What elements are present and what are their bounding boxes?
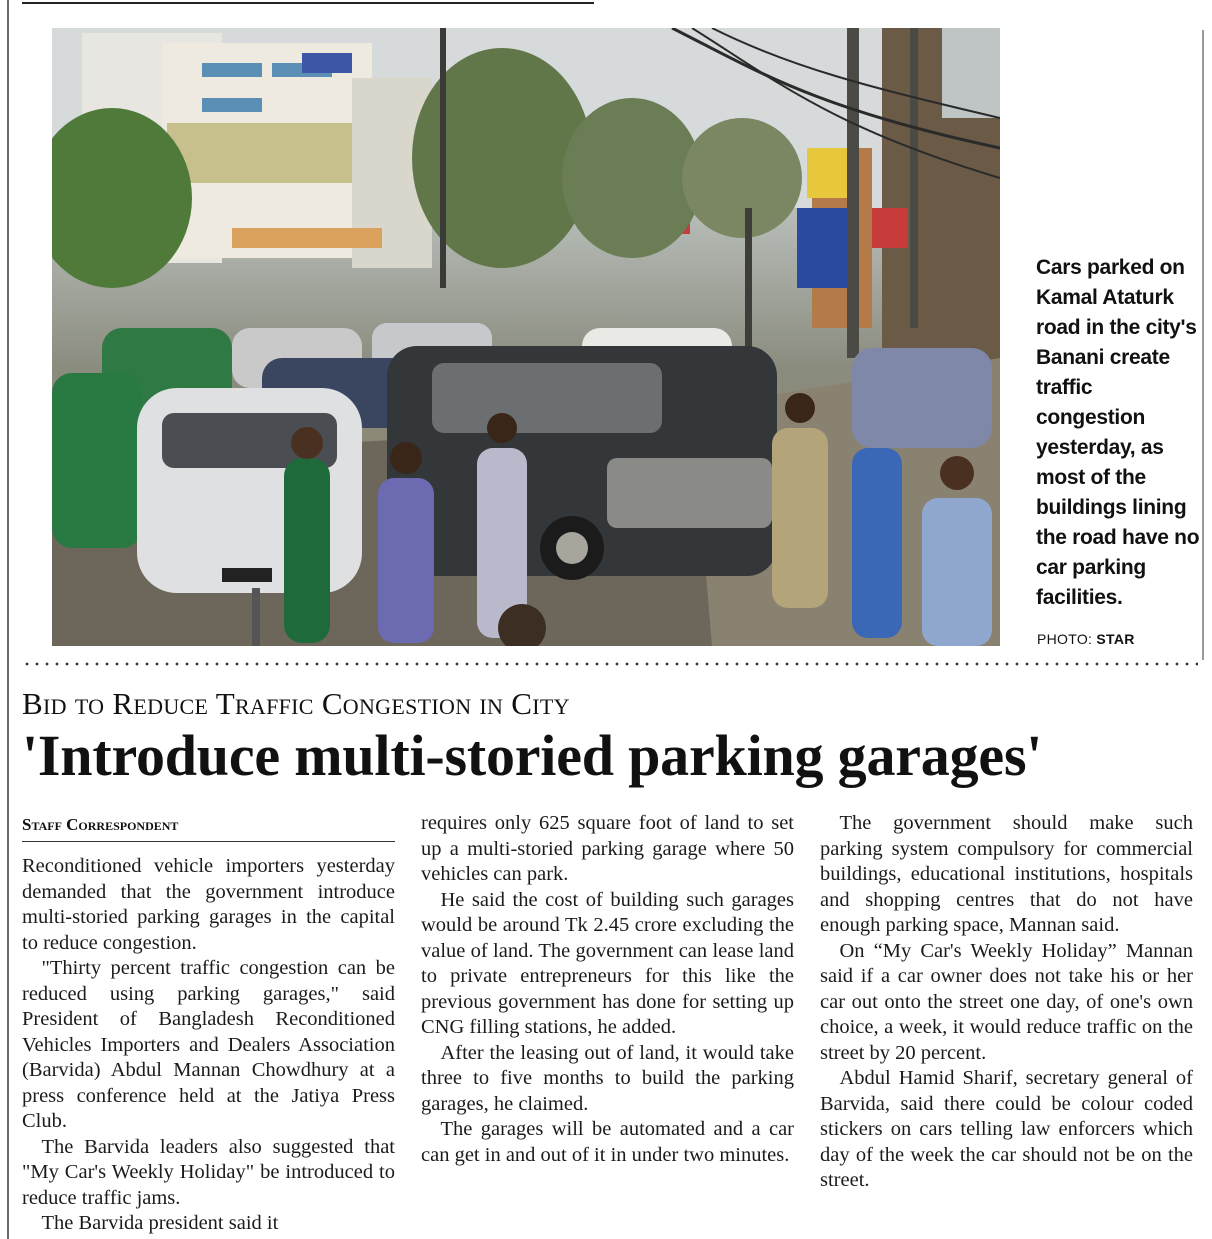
top-rule <box>22 2 594 4</box>
article-headline: 'Introduce multi-storied parking garages' <box>22 723 1043 788</box>
byline-rule <box>22 841 395 842</box>
paragraph: After the leasing out of land, it would take three to five months to build the parking garages, he claimed. <box>421 1041 794 1115</box>
photo-credit <box>1037 631 1135 647</box>
paragraph: He said the cost of building such garages would be around Tk 2.45 crore excluding the value of land. The government can lease land to private entrepreneurs for this like the previous government has done for setting up CNG filling stations, he added. <box>421 888 794 1038</box>
paragraph: Reconditioned vehicle importers yesterday demanded that the government introduce multi-storied parking garages in the capital to reduce congestion. <box>22 855 395 954</box>
article-column-2 <box>421 811 794 1168</box>
photo-caption: Cars parked on Kamal Ataturk road in the city's Banani create traffic congestion yesterday, as most of the buildings lining the road have no car parking facilities. <box>1036 256 1200 609</box>
left-column-rule <box>7 0 9 1239</box>
paragraph: Abdul Hamid Sharif, secretary general of Barvida, said there could be colour coded stickers on cars telling law enforcers which day of the week the car should not be on the street. <box>820 1067 1193 1191</box>
article-kicker: Bid to Reduce Traffic Congestion in City <box>22 686 570 721</box>
paragraph: The Barvida leaders also suggested that "My Car's Weekly Holiday" be introduced to reduce traffic jams. <box>22 1135 395 1209</box>
paragraph: The government should make such parking system compulsory for commercial buildings, educational institutions, hospitals and shopping centres that do not have enough parking space, Mannan said. <box>820 812 1193 936</box>
dotted-separator <box>22 662 1198 666</box>
paragraph: The Barvida president said it <box>41 1212 279 1234</box>
paragraph: On “My Car's Weekly Holiday” Mannan said if a car owner does not take his or her car out onto the street one day, of one's own choice, a week, it would reduce traffic on the street by 20 percent. <box>820 939 1193 1064</box>
article-column-1 <box>22 854 395 1237</box>
street-photo-illustration <box>52 28 1000 646</box>
street-photo <box>52 28 1000 646</box>
paragraph: "Thirty percent traffic congestion can be reduced using parking garages," said President of Bangladesh Reconditioned Vehicles Importers and Dealers Association (Barvida) Abdul Mannan Chowdhury at a press conference held at the Jatiya Press Club. <box>22 957 395 1132</box>
article-byline: Staff Correspondent <box>22 815 179 834</box>
article-column-3 <box>820 811 1193 1194</box>
photo-credit-name: STAR <box>1096 631 1135 647</box>
photo-credit-prefix: PHOTO: <box>1037 631 1097 647</box>
paragraph: requires only 625 square foot of land to set up a multi-storied parking garage where 50 vehicles can park. <box>421 812 794 885</box>
paragraph: The garages will be automated and a car can get in and out of it in under two minutes. <box>421 1118 794 1166</box>
